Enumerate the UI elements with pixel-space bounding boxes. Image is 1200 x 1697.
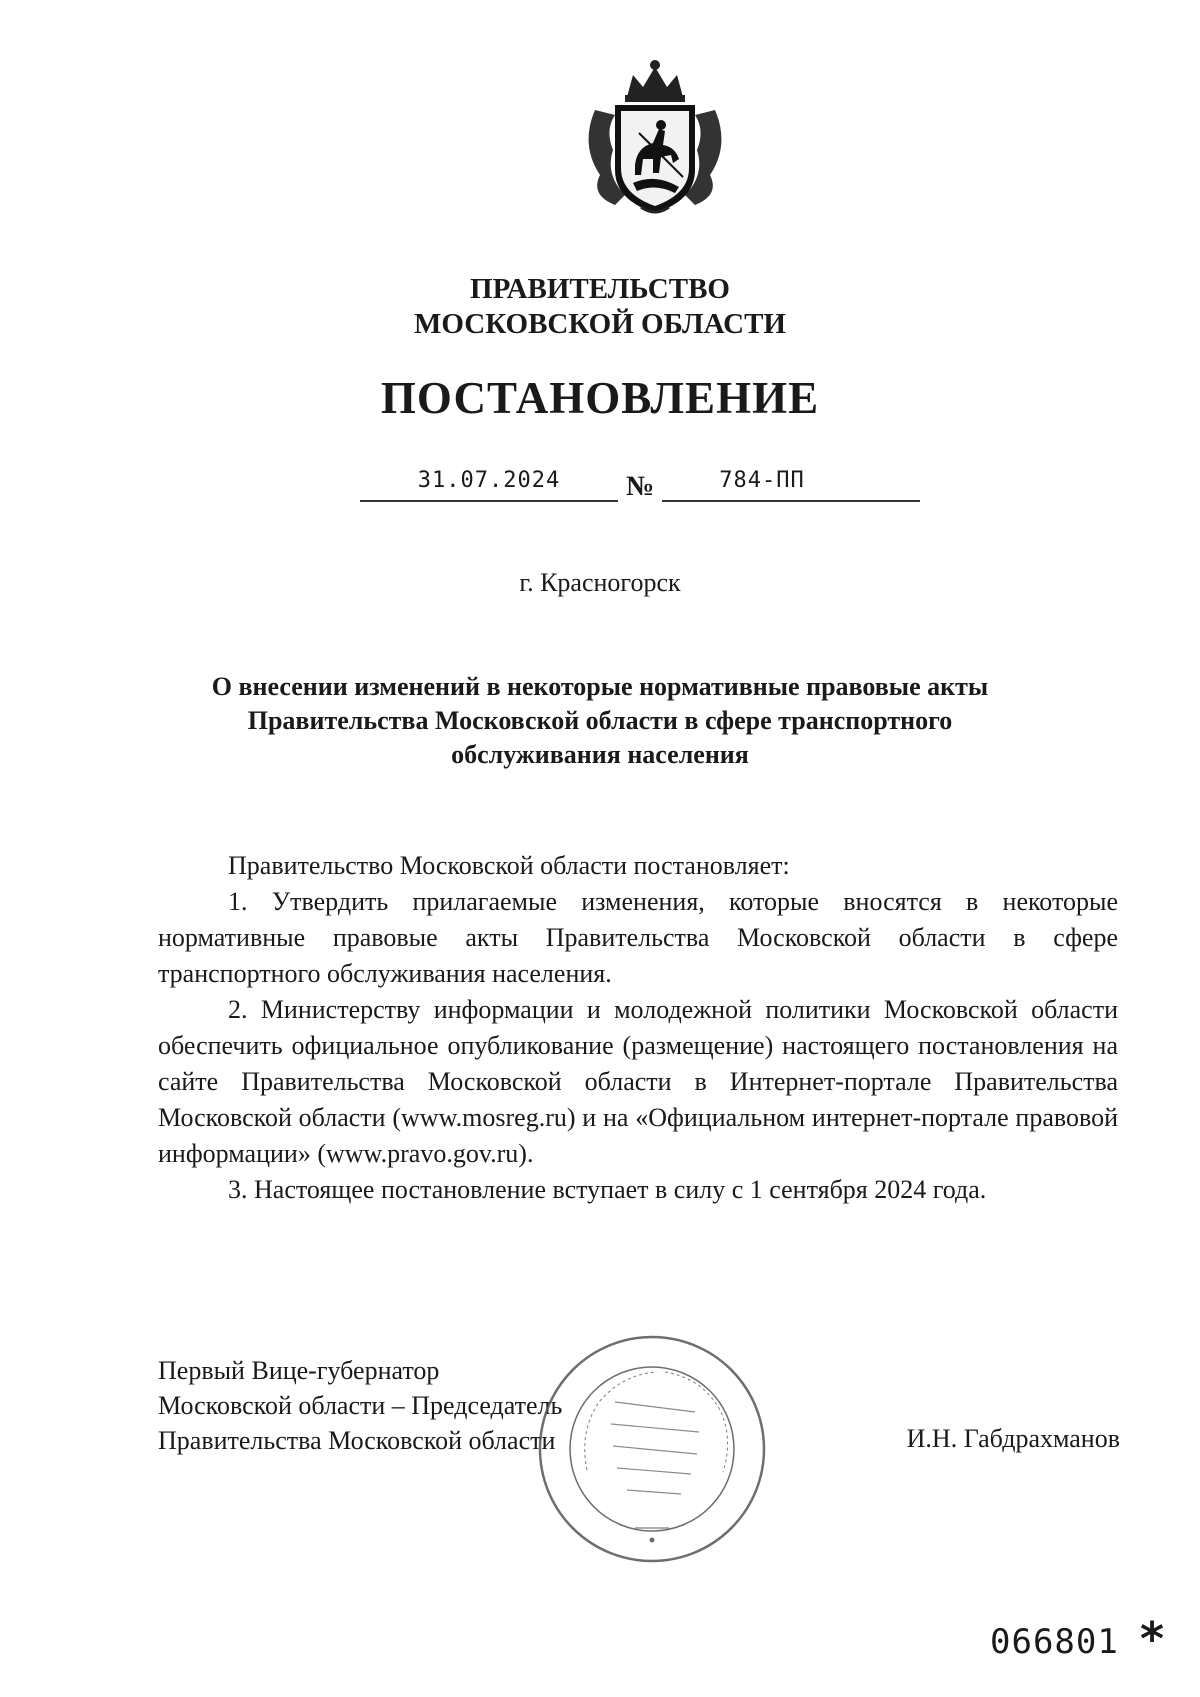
document-type-title: ПОСТАНОВЛЕНИЕ [380,373,820,423]
document-number: 784-ПП [719,468,805,493]
subject-line: обслуживания населения [451,740,749,769]
clause-2: 2. Министерству информации и молодежной политики Московской области обеспечить официальное опубликование (размещение) настоящего постановления на сайте Правительства Московской области в Интернет-портале Правительства Московской области (www.mosreg.ru) и на «Официальном интернет-портале правовой информации» (www.pravo.gov.ru). [158,995,1118,1168]
subject-line: О внесении изменений в некоторые нормативные правовые акты [211,672,989,701]
official-round-stamp-icon [535,1332,770,1567]
government-title-line1: ПРАВИТЕЛЬСТВО [470,273,730,305]
date-underline [360,500,618,502]
number-underline [662,500,920,502]
clause-1: 1. Утвердить прилагаемые изменения, которые вносятся в некоторые нормативные правовые акты Правительства Московской области в сфере транспортного обслуживания населения. [158,887,1118,988]
document-subject [150,670,1050,772]
number-sign: № [626,471,655,502]
position-line: Московской области – Председатель [158,1391,563,1420]
intro-paragraph: Правительство Московской области постановляет: [228,851,790,880]
signatory-name: И.Н. Габдрахманов [906,1424,1120,1453]
serial-number: 066801 [990,1622,1119,1662]
government-title-line2: МОСКОВСКОЙ ОБЛАСТИ [413,308,786,340]
signatory-position [158,1353,562,1458]
subject-line: Правительства Московской области в сфере транспортного [247,706,953,735]
moscow-oblast-coat-of-arms-icon [575,55,735,220]
city-line: г. Красногорск [519,568,681,597]
position-line: Правительства Московской области [158,1426,556,1455]
position-line: Первый Вице-губернатор [158,1356,440,1385]
document-date: 31.07.2024 [417,468,561,493]
asterisk-mark: * [1140,1612,1165,1666]
clause-3: 3. Настоящее постановление вступает в силу с 1 сентября 2024 года. [228,1175,987,1204]
document-body [158,848,1118,1208]
